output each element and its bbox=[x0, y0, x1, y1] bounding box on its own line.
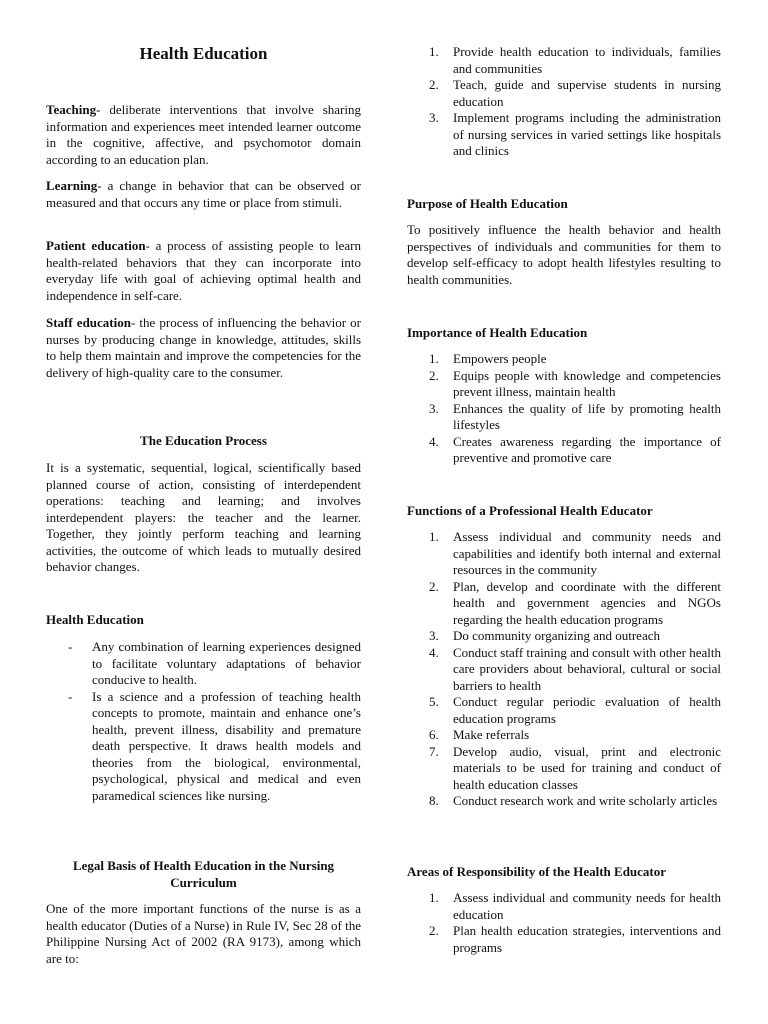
education-process-heading: The Education Process bbox=[140, 433, 267, 448]
purpose-heading: Purpose of Health Education bbox=[407, 196, 568, 211]
education-process-text: It is a systematic, sequential, logical, scientifically based planned course of action, consisting of interdependent operations: teaching and learning; and involves interdependent players: the teacher and the learner. Together, they jointly perform teaching and learning activities, the outcome of which leads to mutually desired behavior changes. bbox=[46, 460, 361, 574]
dash-bullet: - bbox=[68, 639, 73, 654]
purpose-text: To positively influence the health behavior and health perspectives of individuals and communities for them to develop self-efficacy to adopt health lifestyles resulting to health communities. bbox=[407, 222, 721, 287]
areas-heading: Areas of Responsibility of the Health Educator bbox=[407, 864, 667, 879]
definition-text: - a process of assisting people to learn health-related behaviors that they can incorporate into everyday life with goal of achieving optimal health and independence in self-care. bbox=[46, 238, 361, 303]
importance-list bbox=[407, 351, 721, 467]
list-item: - Is a science and a profession of teaching health concepts to promote, maintain and enhance one’s health, prevent illness, disability and premature death perspective. It draws health models and theories from the biological, environmental, psychological, physical and medical and even paramedical sciences like nursing. bbox=[68, 688, 361, 803]
definition-term: Learning bbox=[46, 178, 98, 193]
list-item: 3. Implement programs including the administration of nursing services in varied settings like hospitals and clinics bbox=[429, 110, 721, 158]
functions-list bbox=[407, 529, 721, 810]
list-item: 2. Teach, guide and supervise students in nursing education bbox=[429, 77, 721, 109]
list-item: 1. Assess individual and community needs and capabilities and identify both internal and external resources in the community bbox=[429, 529, 721, 577]
list-item: 4. Conduct staff training and consult with other health care providers about behavioral, cultural or social barriers to health bbox=[429, 644, 722, 693]
definition-term: Teaching bbox=[46, 102, 97, 117]
health-education-heading: Health Education bbox=[46, 612, 144, 627]
definition-teaching bbox=[46, 102, 361, 168]
definition-term: Staff education bbox=[46, 315, 131, 330]
list-item: 1. Provide health education to individuals, families and communities bbox=[429, 44, 721, 76]
areas-list bbox=[407, 890, 721, 956]
list-item: 6. Make referrals bbox=[429, 727, 530, 742]
definition-text: - the process of influencing the behavior or nurses by producing change in knowledge, attitudes, skills to help them maintain and improve the competencies for the delivery of high-quality care to the consumer. bbox=[46, 315, 361, 380]
list-item: 3. Do community organizing and outreach bbox=[429, 628, 660, 643]
list-item: 1. Empowers people bbox=[429, 351, 547, 366]
list-item: 2. Plan, develop and coordinate with the different health and government agencies and NGOs regarding the health education programs bbox=[429, 578, 721, 627]
legal-basis-text: One of the more important functions of the nurse is as a health educator (Duties of a Nurse) in Rule IV, Sec 28 of the Philippine Nursing Act of 2002 (RA 9173), among which are to: bbox=[46, 901, 361, 966]
list-item: 3. Enhances the quality of life by promoting health lifestyles bbox=[429, 400, 721, 432]
legal-basis-heading: Legal Basis of Health Education in the Nursing Curriculum bbox=[72, 858, 335, 890]
definition-staff-education bbox=[46, 315, 361, 381]
list-item: 2. Equips people with knowledge and competencies prevent illness, maintain health bbox=[429, 367, 721, 399]
definition-patient-education bbox=[46, 238, 361, 304]
definition-term: Patient education bbox=[46, 238, 146, 253]
importance-heading: Importance of Health Education bbox=[407, 325, 588, 340]
functions-heading: Functions of a Professional Health Educator bbox=[407, 503, 653, 518]
list-item: 8. Conduct research work and write scholarly articles bbox=[429, 793, 718, 808]
list-item: 5. Conduct regular periodic evaluation of health education programs bbox=[429, 694, 721, 726]
legal-basis-list bbox=[407, 44, 721, 160]
list-item: - Any combination of learning experiences designed to facilitate voluntary adaptations of behavior conducive to health. bbox=[68, 639, 361, 687]
health-education-list bbox=[46, 639, 361, 804]
page-title: Health Education bbox=[139, 44, 268, 63]
list-item: 2. Plan health education strategies, interventions and programs bbox=[429, 923, 721, 955]
list-item: 7. Develop audio, visual, print and electronic materials to be used for training and conduct of health education classes bbox=[429, 743, 721, 792]
definition-text: - a change in behavior that can be observed or measured and that occurs any time or place from stimuli. bbox=[46, 178, 361, 210]
definition-learning bbox=[46, 178, 361, 211]
dash-bullet: - bbox=[68, 688, 73, 704]
list-item: 1. Assess individual and community needs for health education bbox=[429, 890, 721, 922]
list-item: 4. Creates awareness regarding the importance of preventive and promotive care bbox=[429, 433, 721, 465]
definition-text: - deliberate interventions that involve sharing information and experiences meet intended learner outcome in the cognitive, affective, and psychomotor domain according to an education plan. bbox=[46, 102, 361, 167]
